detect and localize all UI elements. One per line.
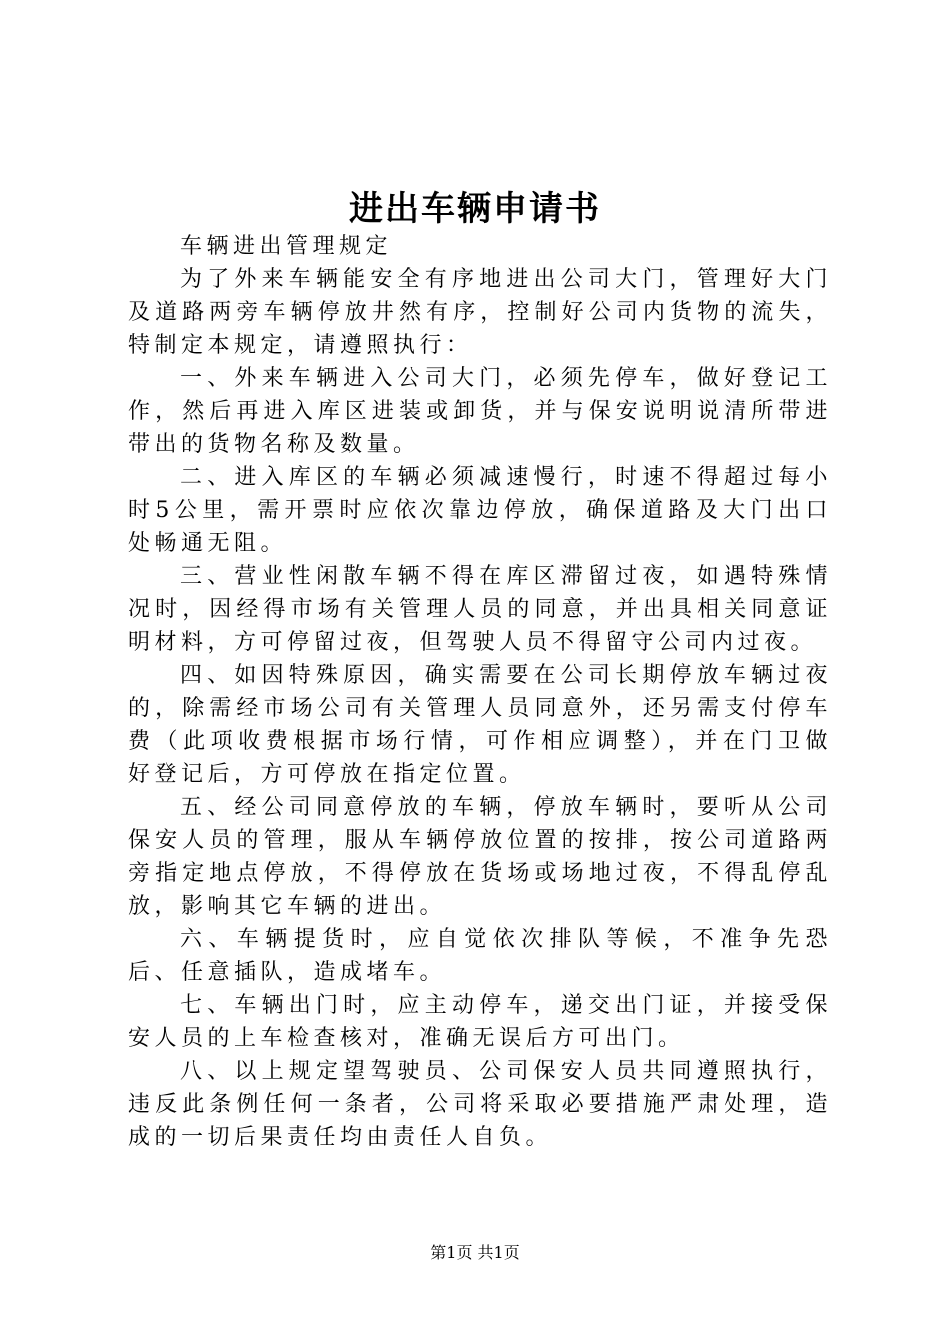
- document-title: 进出车辆申请书: [349, 189, 601, 229]
- section-heading: 车辆进出管理规定: [180, 234, 393, 259]
- rule-5-paragraph: 五、经公司同意停放的车辆，停放车辆时，要听从公司保安人员的管理，服从车辆停放位置的按排，按公司道路两旁指定地点停放，不得停放在货场或场地过夜，不得乱停乱放，影响其它车辆的进出。: [128, 795, 832, 919]
- rule-6-paragraph: 六、车辆提货时，应自觉依次排队等候，不准争先恐后、任意插队，造成堵车。: [128, 927, 832, 985]
- rule-1-paragraph: 一、外来车辆进入公司大门，必须先停车，做好登记工作，然后再进入库区进装或卸货，并与保安说明说清所带进带出的货物名称及数量。: [128, 366, 832, 457]
- rule-8-paragraph: 八、以上规定望驾驶员、公司保安人员共同遵照执行，违反此条例任何一条者，公司将采取必要措施严肃处理，造成的一切后果责任均由责任人自负。: [128, 1059, 832, 1150]
- page-number-footer: 第1页 共1页: [430, 1243, 520, 1262]
- rule-4-paragraph: 四、如因特殊原因，确实需要在公司长期停放车辆过夜的，除需经市场公司有关管理人员同意外，还另需支付停车费（此项收费根据市场行情，可作相应调整），并在门卫做好登记后，方可停放在指定位置。: [128, 663, 832, 787]
- rule-3-paragraph: 三、营业性闲散车辆不得在库区滞留过夜，如遇特殊情况时，因经得市场有关管理人员的同意，并出具相关同意证明材料，方可停留过夜，但驾驶人员不得留守公司内过夜。: [128, 564, 832, 655]
- rule-2-paragraph: 二、进入库区的车辆必须减速慢行，时速不得超过每小时5公里，需开票时应依次靠边停放，确保道路及大门出口处畅通无阻。: [128, 465, 832, 556]
- intro-paragraph: 为了外来车辆能安全有序地进出公司大门，管理好大门及道路两旁车辆停放井然有序，控制好公司内货物的流失，特制定本规定，请遵照执行：: [128, 267, 832, 358]
- document-body: [128, 230, 832, 1154]
- rule-7-paragraph: 七、车辆出门时，应主动停车，递交出门证，并接受保安人员的上车检查核对，准确无误后方可出门。: [128, 993, 832, 1051]
